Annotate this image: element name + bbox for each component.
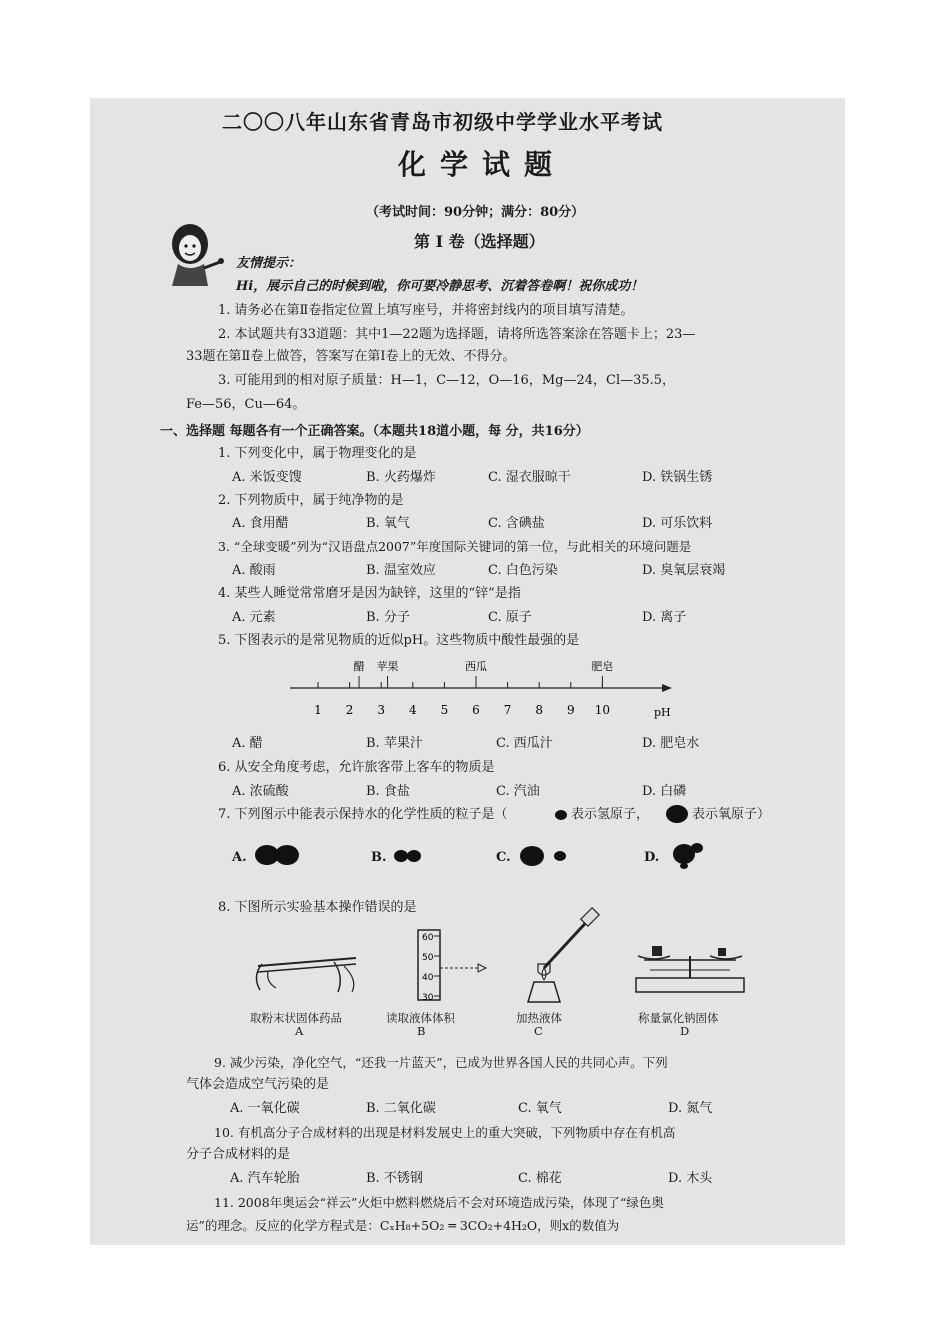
ph-tick-label: 7 <box>503 703 512 717</box>
heating-liquid-diagram <box>514 910 604 1010</box>
molecule-d-icon <box>670 840 710 870</box>
question-stem: 9. 减少污染，净化空气，“还我一片蓝天”，已成为世界各国人民的共同心声。下列 <box>214 1055 668 1070</box>
option-a: A. 酸雨 <box>232 563 276 578</box>
option-d: D. 白磷 <box>642 784 687 799</box>
option-d: D. 氮气 <box>668 1101 713 1116</box>
tip-item: Fe—56，Cu—64。 <box>186 397 306 412</box>
molecule-a-icon <box>250 842 310 868</box>
question-stem: 6. 从安全角度考虑，允许旅客带上客车的物质是 <box>218 760 495 775</box>
question-stem: 10. 有机高分子合成材料的出现是材料发展史上的重大突破，下列物质中存在有机高 <box>214 1125 676 1140</box>
question-stem: 1. 下列变化中，属于物理变化的是 <box>218 446 417 461</box>
option-b: B. 氧气 <box>366 516 410 531</box>
cylinder-tick-label: 30 <box>422 993 434 1003</box>
ph-tick-label: 4 <box>408 703 417 717</box>
option-c: C. 氧气 <box>518 1101 562 1116</box>
tip-item: 3. 可能用到的相对原子质量：H—1，C—12，O—16，Mg—24，Cl—35.5， <box>218 373 676 388</box>
question-stem-cont: 分子合成材料的是 <box>186 1147 291 1162</box>
molecule-b-icon <box>392 848 428 864</box>
cylinder-tick-label: 40 <box>422 973 434 983</box>
letter-b: B <box>417 1024 426 1038</box>
option-b: B. 二氧化碳 <box>366 1101 436 1116</box>
option-c: C. 棉花 <box>518 1171 562 1186</box>
option-a: A. 食用醋 <box>232 516 289 531</box>
ph-substance-label: 西瓜 <box>465 660 487 673</box>
cartoon-girl-icon <box>164 222 226 288</box>
subject-title: 化学试题 <box>398 148 567 181</box>
option-a: A. 米饭变馊 <box>232 470 302 485</box>
caption-d: 称量氯化钠固体 <box>638 1011 719 1025</box>
option-d: D. 臭氧层衰竭 <box>642 563 726 578</box>
option-b: B. 食盐 <box>366 784 410 799</box>
ph-tick-label: 5 <box>440 703 449 717</box>
question-stem: 4. 某些人睡觉常常磨牙是因为缺锌，这里的“锌”是指 <box>218 586 521 601</box>
legend-hydrogen: 表示氢原子， <box>571 807 650 822</box>
option-d: D. 肥皂水 <box>642 736 700 751</box>
ph-substance-label: 肥皂 <box>591 660 614 673</box>
ph-axis-arrow-icon <box>662 684 672 692</box>
tip-item: 1. 请务必在第Ⅱ卷指定位置上填写座号，并将密封线内的项目填写清楚。 <box>218 303 634 318</box>
legend-oxygen: 表示氧原子） <box>692 807 771 822</box>
balance-scale-diagram <box>630 934 750 998</box>
option-b: B. 苹果汁 <box>366 736 423 751</box>
option-d: D. 离子 <box>642 610 687 625</box>
exam-info: （考试时间：90分钟；满分：80分） <box>366 205 585 220</box>
molecule-c-icon <box>516 844 572 868</box>
ph-tick-label: 10 <box>594 703 611 717</box>
option-c: C. 白色污染 <box>488 563 558 578</box>
ph-tick-label: 1 <box>314 703 322 717</box>
ph-tick-label: 2 <box>345 703 354 717</box>
option-c: C. <box>496 850 511 865</box>
ph-tick-label: 6 <box>472 703 480 717</box>
caption-c: 加热液体 <box>516 1011 562 1025</box>
question-stem: 3. “全球变暖”列为“汉语盘点2007”年度国际关键词的第一位，与此相关的环境问题是 <box>218 539 692 554</box>
option-c: C. 含碘盐 <box>488 516 545 531</box>
option-a: A. <box>232 850 247 865</box>
option-d: D. <box>644 850 660 865</box>
ph-unit-label: pH <box>654 706 671 719</box>
section-title: 第 Ⅰ 卷（选择题） <box>414 232 545 251</box>
scanned-exam-page <box>90 98 845 1245</box>
letter-c: C <box>534 1024 543 1038</box>
tip-item: 33题在第Ⅱ卷上做答，答案写在第Ⅰ卷上的无效、不得分。 <box>186 349 516 364</box>
caption-b: 读取液体体积 <box>386 1011 455 1025</box>
ph-tick-label: 3 <box>377 703 386 717</box>
option-c: C. 湿衣服晾干 <box>488 470 571 485</box>
question-stem: 8. 下图所示实验基本操作错误的是 <box>218 900 417 915</box>
question-stem-cont: 气体会造成空气污染的是 <box>186 1077 330 1092</box>
ph-substance-label: 醋 <box>353 660 365 673</box>
ph-scale-diagram <box>280 658 680 728</box>
option-d: D. 木头 <box>668 1171 713 1186</box>
option-b: B. 温室效应 <box>366 563 436 578</box>
question-stem: 11. 2008年奥运会“祥云”火炬中燃料燃烧后不会对环境造成污染，体现了“绿色奥 <box>214 1195 664 1210</box>
option-d: D. 可乐饮料 <box>642 516 713 531</box>
option-c: C. 汽油 <box>496 784 540 799</box>
exam-title: 二〇〇八年山东省青岛市初级中学学业水平考试 <box>222 110 663 134</box>
option-a: A. 元素 <box>232 610 276 625</box>
question-stem: 7. 下列图示中能表示保持水的化学性质的粒子是（ <box>218 807 508 822</box>
powder-sampling-diagram <box>248 936 368 996</box>
question-stem-cont: 运”的理念。反应的化学方程式是：CₓH₈+5O₂ ═ 3CO₂+4H₂O，则x的数值为 <box>186 1218 620 1233</box>
oxygen-atom-icon <box>665 804 689 824</box>
option-b: B. 火药爆炸 <box>366 470 436 485</box>
option-a: A. 汽车轮胎 <box>230 1171 300 1186</box>
option-b: B. <box>371 850 387 865</box>
cylinder-tick-label: 60 <box>422 933 434 943</box>
option-b: B. 不锈钢 <box>366 1171 423 1186</box>
option-a: A. 醋 <box>232 736 263 751</box>
caption-a: 取粉末状固体药品 <box>250 1011 342 1025</box>
ph-substance-label: 苹果 <box>376 660 399 673</box>
cylinder-tick-label: 50 <box>422 953 434 963</box>
tips-label: 友情提示： <box>236 256 302 271</box>
tips-greeting: Hi，展示自己的时候到啦，你可要冷静思考、沉着答卷啊！祝你成功！ <box>236 279 644 294</box>
tip-item: 2. 本试题共有33道题：其中1—22题为选择题，请将所选答案涂在答题卡上；23— <box>218 327 696 342</box>
option-c: C. 西瓜汁 <box>496 736 553 751</box>
question-stem: 2. 下列物质中，属于纯净物的是 <box>218 493 404 508</box>
hydrogen-atom-icon <box>554 809 568 821</box>
option-d: D. 铁锅生锈 <box>642 470 713 485</box>
graduated-cylinder-diagram <box>404 928 494 1004</box>
question-stem: 5. 下图表示的是常见物质的近似pH。这些物质中酸性最强的是 <box>218 633 580 648</box>
option-b: B. 分子 <box>366 610 410 625</box>
ph-tick-label: 8 <box>535 703 544 717</box>
ph-tick-label: 9 <box>566 703 575 717</box>
letter-a: A <box>295 1024 304 1038</box>
option-c: C. 原子 <box>488 610 532 625</box>
option-a: A. 浓硫酸 <box>232 784 289 799</box>
section1-heading: 一、选择题 每题各有一个正确答案。（本题共18道小题，每 分，共16分） <box>160 424 589 439</box>
letter-d: D <box>680 1024 690 1038</box>
option-a: A. 一氧化碳 <box>230 1101 300 1116</box>
